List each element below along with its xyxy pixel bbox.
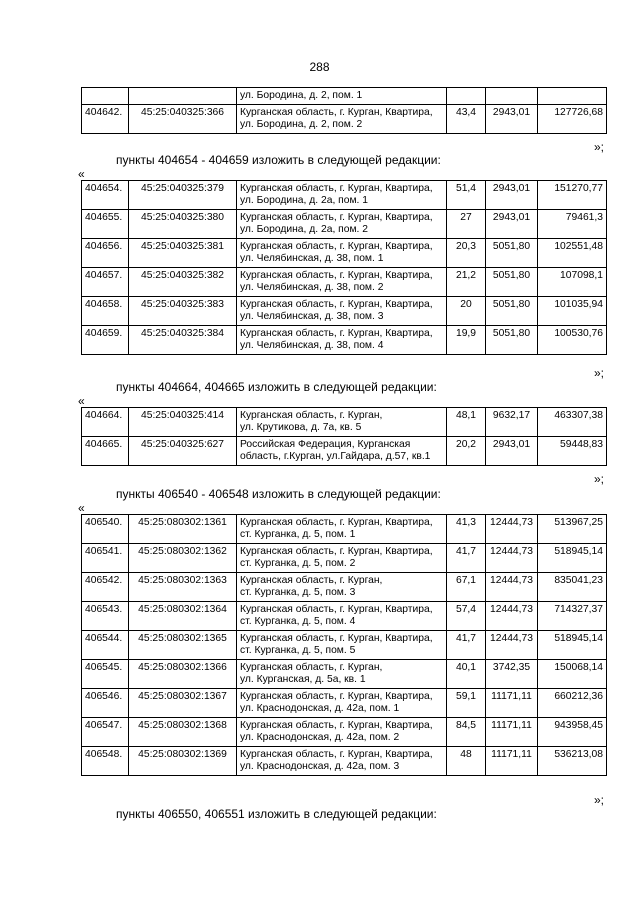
cell-price: 2943,01 bbox=[486, 105, 538, 134]
table-row bbox=[82, 239, 607, 268]
cell-value: 518945,14 bbox=[538, 544, 607, 573]
cell-number: 406541. bbox=[82, 544, 129, 573]
table-top bbox=[81, 87, 607, 134]
cell-cadastral-number: 45:25:080302:1363 bbox=[129, 573, 237, 602]
cell-area: 48,1 bbox=[447, 408, 486, 437]
address-line-1: Курганская область, г. Курган, Квартира, bbox=[240, 633, 433, 644]
cell-value: 107098,1 bbox=[538, 268, 607, 297]
address-line-2: ул. Челябинская, д. 38, пом. 3 bbox=[240, 311, 384, 322]
cell-price: 3742,35 bbox=[486, 660, 538, 689]
cell-area: 27 bbox=[447, 210, 486, 239]
cell-value: 102551,48 bbox=[538, 239, 607, 268]
table-row bbox=[82, 105, 607, 134]
cell-price: 5051,80 bbox=[486, 297, 538, 326]
cell-cadastral-number: 45:25:040325:380 bbox=[129, 210, 237, 239]
cell-cadastral-number: 45:25:080302:1369 bbox=[129, 747, 237, 776]
cell-cadastral-number bbox=[129, 88, 237, 105]
address-line-2: область, г.Курган, ул.Гайдара, д.57, кв.1 bbox=[240, 451, 431, 462]
cell-cadastral-number: 45:25:080302:1361 bbox=[129, 515, 237, 544]
paragraph-4: пункты 406550, 406551 изложить в следующей редакции: bbox=[116, 807, 437, 821]
cell-value: 127726,68 bbox=[538, 105, 607, 134]
address-line-1: ул. Бородина, д. 2, пом. 1 bbox=[240, 90, 363, 101]
cell-number: 404655. bbox=[82, 210, 129, 239]
cell-address bbox=[237, 326, 447, 355]
cell-number: 406547. bbox=[82, 718, 129, 747]
cell-address bbox=[237, 105, 447, 134]
cell-cadastral-number: 45:25:040325:366 bbox=[129, 105, 237, 134]
cell-area: 59,1 bbox=[447, 689, 486, 718]
cell-area: 20,2 bbox=[447, 437, 486, 466]
address-line-1: Курганская область, г. Курган, Квартира, bbox=[240, 328, 433, 339]
cell-number: 406544. bbox=[82, 631, 129, 660]
address-line-1: Курганская область, г. Курган, bbox=[240, 662, 383, 673]
address-line-2: ул. Краснодонская, д. 42а, пом. 1 bbox=[240, 703, 400, 714]
table-row bbox=[82, 297, 607, 326]
cell-area: 57,4 bbox=[447, 602, 486, 631]
table-row bbox=[82, 689, 607, 718]
address-line-1: Курганская область, г. Курган, bbox=[240, 410, 383, 421]
cell-number: 404665. bbox=[82, 437, 129, 466]
cell-address bbox=[237, 602, 447, 631]
cell-value: 151270,77 bbox=[538, 181, 607, 210]
open-quote-2: « bbox=[78, 394, 85, 408]
cell-cadastral-number: 45:25:040325:382 bbox=[129, 268, 237, 297]
cell-value: 513967,25 bbox=[538, 515, 607, 544]
table-row bbox=[82, 544, 607, 573]
cell-address bbox=[237, 297, 447, 326]
cell-number: 406546. bbox=[82, 689, 129, 718]
cell-address bbox=[237, 437, 447, 466]
cell-area: 19,9 bbox=[447, 326, 486, 355]
table-row bbox=[82, 747, 607, 776]
cell-number: 406543. bbox=[82, 602, 129, 631]
cell-area: 41,7 bbox=[447, 544, 486, 573]
close-quote-1: »; bbox=[594, 140, 605, 154]
cell-area: 43,4 bbox=[447, 105, 486, 134]
cell-address bbox=[237, 544, 447, 573]
cell-number: 406540. bbox=[82, 515, 129, 544]
address-line-2: ул. Крутикова, д. 7а, кв. 5 bbox=[240, 422, 362, 433]
cell-price: 12444,73 bbox=[486, 515, 538, 544]
address-line-1: Курганская область, г. Курган, Квартира, bbox=[240, 546, 433, 557]
cell-cadastral-number: 45:25:040325:383 bbox=[129, 297, 237, 326]
address-line-2: ул. Бородина, д. 2а, пом. 1 bbox=[240, 195, 368, 206]
address-line-2: ул. Бородина, д. 2, пом. 2 bbox=[240, 119, 363, 130]
cell-number: 406548. bbox=[82, 747, 129, 776]
cell-number: 404657. bbox=[82, 268, 129, 297]
cell-area: 41,7 bbox=[447, 631, 486, 660]
address-line-1: Курганская область, г. Курган, Квартира, bbox=[240, 299, 433, 310]
cell-price: 2943,01 bbox=[486, 210, 538, 239]
page-number: 288 bbox=[309, 60, 330, 74]
cell-cadastral-number: 45:25:080302:1365 bbox=[129, 631, 237, 660]
cell-area bbox=[447, 88, 486, 105]
cell-cadastral-number: 45:25:080302:1366 bbox=[129, 660, 237, 689]
cell-area: 40,1 bbox=[447, 660, 486, 689]
cell-address bbox=[237, 631, 447, 660]
address-line-1: Курганская область, г. Курган, Квартира, bbox=[240, 183, 433, 194]
cell-area: 48 bbox=[447, 747, 486, 776]
address-line-1: Курганская область, г. Курган, Квартира, bbox=[240, 691, 433, 702]
cell-address bbox=[237, 88, 447, 105]
address-line-1: Курганская область, г. Курган, Квартира, bbox=[240, 749, 433, 760]
cell-value: 101035,94 bbox=[538, 297, 607, 326]
cell-area: 21,2 bbox=[447, 268, 486, 297]
table-row bbox=[82, 437, 607, 466]
address-line-1: Курганская область, г. Курган, bbox=[240, 575, 383, 586]
address-line-2: ул. Краснодонская, д. 42а, пом. 3 bbox=[240, 761, 400, 772]
cell-cadastral-number: 45:25:080302:1362 bbox=[129, 544, 237, 573]
table-2 bbox=[81, 407, 607, 466]
table-row bbox=[82, 718, 607, 747]
cell-price: 12444,73 bbox=[486, 631, 538, 660]
paragraph-1: пункты 404654 - 404659 изложить в следующей редакции: bbox=[116, 153, 441, 167]
address-line-2: ул. Бородина, д. 2а, пом. 2 bbox=[240, 224, 368, 235]
cell-price: 2943,01 bbox=[486, 181, 538, 210]
cell-address bbox=[237, 239, 447, 268]
cell-value: 943958,45 bbox=[538, 718, 607, 747]
table-row bbox=[82, 408, 607, 437]
cell-value bbox=[538, 88, 607, 105]
cell-number: 406542. bbox=[82, 573, 129, 602]
cell-value: 79461,3 bbox=[538, 210, 607, 239]
address-line-1: Курганская область, г. Курган, Квартира, bbox=[240, 241, 433, 252]
cell-address bbox=[237, 181, 447, 210]
cell-cadastral-number: 45:25:040325:384 bbox=[129, 326, 237, 355]
cell-address bbox=[237, 515, 447, 544]
address-line-2: ул. Челябинская, д. 38, пом. 4 bbox=[240, 340, 384, 351]
cell-area: 84,5 bbox=[447, 718, 486, 747]
table-row bbox=[82, 268, 607, 297]
cell-address bbox=[237, 210, 447, 239]
address-line-2: ст. Курганка, д. 5, пом. 3 bbox=[240, 587, 356, 598]
cell-price: 5051,80 bbox=[486, 326, 538, 355]
address-line-2: ст. Курганка, д. 5, пом. 4 bbox=[240, 616, 356, 627]
cell-value: 660212,36 bbox=[538, 689, 607, 718]
cell-area: 67,1 bbox=[447, 573, 486, 602]
address-line-1: Курганская область, г. Курган, Квартира, bbox=[240, 270, 433, 281]
address-line-1: Курганская область, г. Курган, Квартира, bbox=[240, 517, 433, 528]
cell-number: 406545. bbox=[82, 660, 129, 689]
cell-price: 12444,73 bbox=[486, 544, 538, 573]
cell-address bbox=[237, 268, 447, 297]
cell-number: 404659. bbox=[82, 326, 129, 355]
cell-number: 404642. bbox=[82, 105, 129, 134]
table-1 bbox=[81, 180, 607, 355]
cell-price: 12444,73 bbox=[486, 602, 538, 631]
cell-value: 536213,08 bbox=[538, 747, 607, 776]
address-line-1: Курганская область, г. Курган, Квартира, bbox=[240, 604, 433, 615]
cell-value: 463307,38 bbox=[538, 408, 607, 437]
table-row bbox=[82, 660, 607, 689]
cell-price: 12444,73 bbox=[486, 573, 538, 602]
table-row bbox=[82, 602, 607, 631]
cell-price: 5051,80 bbox=[486, 268, 538, 297]
address-line-2: ул. Челябинская, д. 38, пом. 2 bbox=[240, 282, 384, 293]
cell-cadastral-number: 45:25:040325:381 bbox=[129, 239, 237, 268]
address-line-2: ул. Краснодонская, д. 42а, пом. 2 bbox=[240, 732, 400, 743]
cell-address bbox=[237, 747, 447, 776]
cell-price: 11171,11 bbox=[486, 689, 538, 718]
address-line-1: Российская Федерация, Курганская bbox=[240, 439, 411, 450]
cell-number: 404664. bbox=[82, 408, 129, 437]
address-line-2: ул. Курганская, д. 5а, кв. 1 bbox=[240, 674, 366, 685]
address-line-1: Курганская область, г. Курган, Квартира, bbox=[240, 720, 433, 731]
table-row bbox=[82, 631, 607, 660]
table-row bbox=[82, 88, 607, 105]
cell-value: 714327,37 bbox=[538, 602, 607, 631]
cell-price: 11171,11 bbox=[486, 747, 538, 776]
cell-number: 404654. bbox=[82, 181, 129, 210]
cell-cadastral-number: 45:25:080302:1364 bbox=[129, 602, 237, 631]
cell-price: 5051,80 bbox=[486, 239, 538, 268]
cell-area: 20 bbox=[447, 297, 486, 326]
cell-value: 59448,83 bbox=[538, 437, 607, 466]
address-line-2: ул. Челябинская, д. 38, пом. 1 bbox=[240, 253, 384, 264]
cell-area: 20,3 bbox=[447, 239, 486, 268]
address-line-2: ст. Курганка, д. 5, пом. 2 bbox=[240, 558, 356, 569]
table-3 bbox=[81, 514, 607, 776]
address-line-1: Курганская область, г. Курган, Квартира, bbox=[240, 107, 433, 118]
cell-address bbox=[237, 718, 447, 747]
cell-address bbox=[237, 660, 447, 689]
table-row bbox=[82, 326, 607, 355]
cell-cadastral-number: 45:25:080302:1368 bbox=[129, 718, 237, 747]
cell-price: 9632,17 bbox=[486, 408, 538, 437]
cell-address bbox=[237, 689, 447, 718]
close-quote-2: »; bbox=[594, 366, 605, 380]
paragraph-3: пункты 406540 - 406548 изложить в следующей редакции: bbox=[116, 487, 441, 501]
cell-number: 404656. bbox=[82, 239, 129, 268]
cell-value: 100530,76 bbox=[538, 326, 607, 355]
address-line-2: ст. Курганка, д. 5, пом. 5 bbox=[240, 645, 356, 656]
cell-number: 404658. bbox=[82, 297, 129, 326]
cell-value: 835041,23 bbox=[538, 573, 607, 602]
cell-cadastral-number: 45:25:040325:627 bbox=[129, 437, 237, 466]
cell-value: 518945,14 bbox=[538, 631, 607, 660]
cell-cadastral-number: 45:25:040325:414 bbox=[129, 408, 237, 437]
paragraph-2: пункты 404664, 404665 изложить в следующей редакции: bbox=[116, 380, 437, 394]
cell-address bbox=[237, 573, 447, 602]
close-quote-4: »; bbox=[594, 793, 605, 807]
table-row bbox=[82, 515, 607, 544]
cell-number bbox=[82, 88, 129, 105]
close-quote-3: »; bbox=[594, 472, 605, 486]
cell-price: 2943,01 bbox=[486, 437, 538, 466]
cell-cadastral-number: 45:25:040325:379 bbox=[129, 181, 237, 210]
address-line-1: Курганская область, г. Курган, Квартира, bbox=[240, 212, 433, 223]
table-row bbox=[82, 210, 607, 239]
cell-area: 41,3 bbox=[447, 515, 486, 544]
cell-price: 11171,11 bbox=[486, 718, 538, 747]
table-row bbox=[82, 573, 607, 602]
open-quote-1: « bbox=[78, 167, 85, 181]
address-line-2: ст. Курганка, д. 5, пом. 1 bbox=[240, 529, 356, 540]
open-quote-3: « bbox=[78, 501, 85, 515]
cell-address bbox=[237, 408, 447, 437]
table-row bbox=[82, 181, 607, 210]
cell-value: 150068,14 bbox=[538, 660, 607, 689]
cell-area: 51,4 bbox=[447, 181, 486, 210]
cell-cadastral-number: 45:25:080302:1367 bbox=[129, 689, 237, 718]
cell-price bbox=[486, 88, 538, 105]
